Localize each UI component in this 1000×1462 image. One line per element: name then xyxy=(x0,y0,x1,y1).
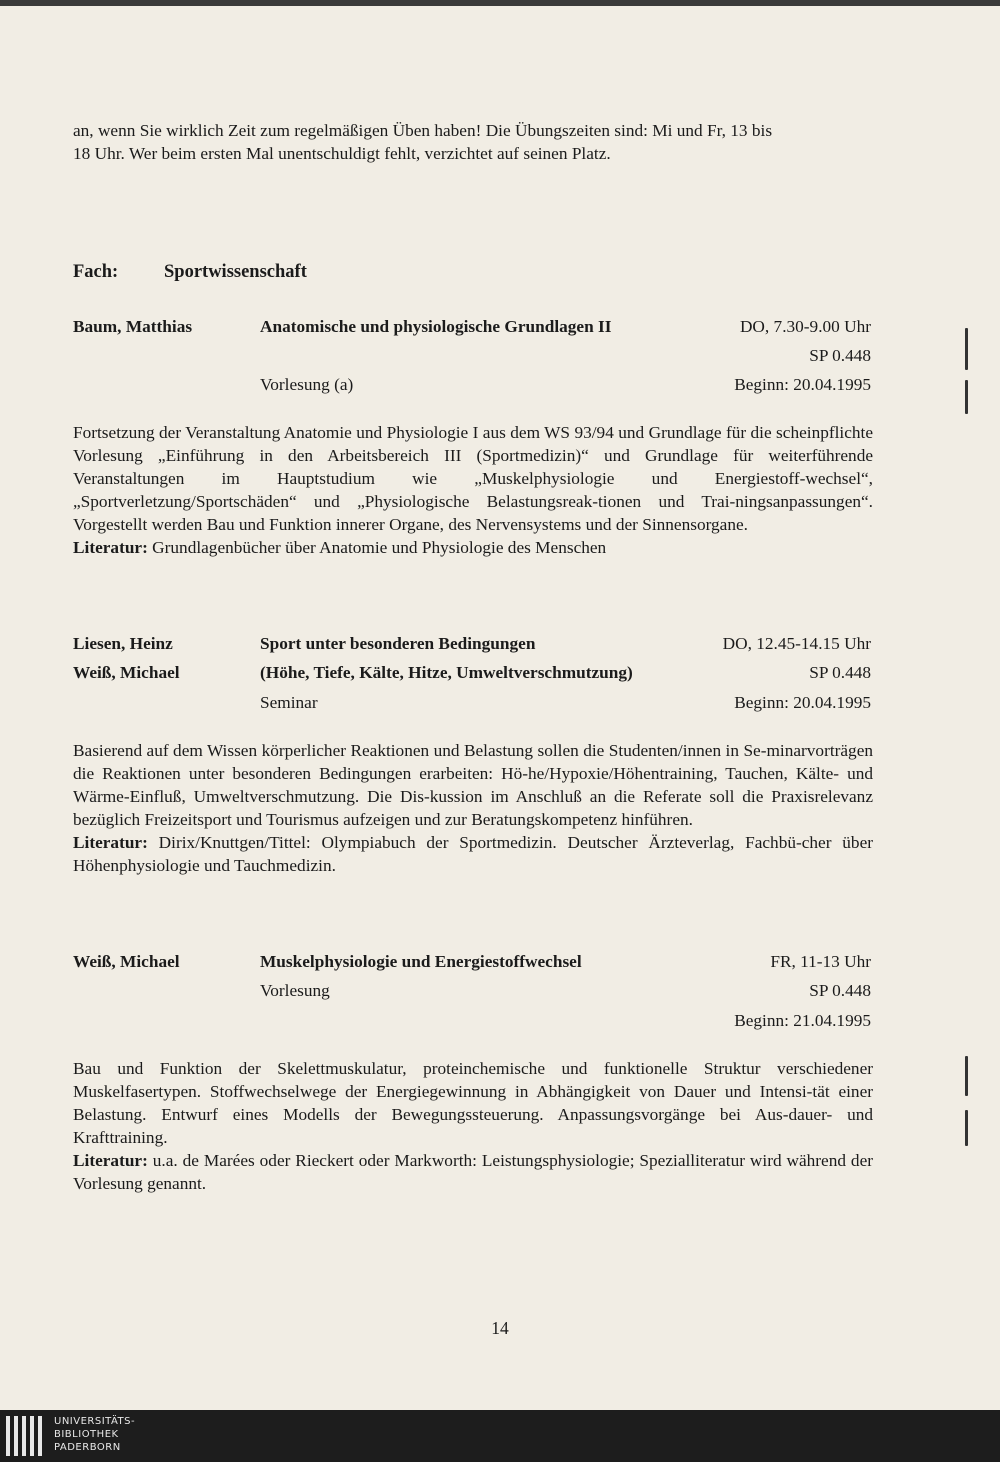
course-2-second-row xyxy=(73,663,871,687)
course-1-title: Anatomische und physiologische Grundlagen II xyxy=(260,317,612,336)
course-2-room: SP 0.448 xyxy=(809,663,871,682)
course-2-description: Basierend auf dem Wissen körperlicher Reaktionen und Belastung sollen die Studenten/innen in Se-minarvorträgen die Reaktionen unter besonderen Bedingungen erarbeiten: Hö-he/Hypoxie/Höhentraining, Tauchen, Kälte- und Wärme-Einfluß, Umweltverschmutzung. Die Dis-kussion im Anschluß an die Referate soll die Praxisrelevanz bezüglich Freizeitsport und Tourismus aufzeigen und zur Beratungskompetenz hinführen. xyxy=(73,741,873,829)
course-3-time: FR, 11-13 Uhr xyxy=(770,952,871,971)
library-logo-icon xyxy=(6,1416,48,1456)
course-2-title: Sport unter besonderen Bedingungen xyxy=(260,634,536,653)
course-3-header xyxy=(73,952,871,976)
course-1-lit-label: Literatur: xyxy=(73,538,148,557)
course-2-lit-text: Dirix/Knuttgen/Tittel: Olympiabuch der Sportmedizin. Deutscher Ärzteverlag, Fachbü-cher über Höhenphysiologie und Tauchmedizin. xyxy=(73,833,873,875)
course-2-type-row xyxy=(73,693,871,717)
course-2-lecturer-2: Weiß, Michael xyxy=(73,663,180,682)
course-2-time: DO, 12.45-14.15 Uhr xyxy=(722,634,871,653)
page-number: 14 xyxy=(491,1318,509,1338)
course-3-lecturer: Weiß, Michael xyxy=(73,952,180,971)
course-1-time: DO, 7.30-9.00 Uhr xyxy=(739,317,871,336)
course-3-lit-label: Literatur: xyxy=(73,1151,148,1170)
subject-label: Fach: xyxy=(73,262,119,282)
scan-top-edge xyxy=(0,0,1000,6)
course-3-title: Muskelphysiologie und Energiestoffwechsel xyxy=(260,952,582,971)
course-1-literature xyxy=(73,536,873,559)
course-3-start-row xyxy=(73,1011,871,1035)
course-3-body xyxy=(73,1057,873,1195)
course-1-body xyxy=(73,421,873,559)
library-footer xyxy=(0,1410,1000,1462)
library-logo-line-1: UNIVERSITÄTS- xyxy=(54,1416,136,1427)
course-2-lit-label: Literatur: xyxy=(73,833,148,852)
course-1-description: Fortsetzung der Veranstaltung Anatomie und Physiologie I aus dem WS 93/94 und Grundlage für die scheinpflichte Vorlesung „Einführung in den Arbeitsbereich III (Sportmedizin)“ und Grundlage für weiterführende Veranstaltungen im Hauptstudium wie „Muskelphysiologie und Energiestoff-wechsel“, „Sportverletzung/Sportschäden“ und „Physiologische Belastungsreak-tionen und Trai-ningsanpassungen“. Vorgestellt werden Bau und Funktion innerer Organe, des Nervensystems und der Sinnensorgane. xyxy=(73,423,873,534)
course-2-body xyxy=(73,739,873,877)
library-logo-line-3: PADERBORN xyxy=(54,1442,121,1453)
intro-line-2: 18 Uhr. Wer beim ersten Mal unentschuldigt fehlt, verzichtet auf seinen Platz. xyxy=(73,144,611,163)
course-3-start: Beginn: 21.04.1995 xyxy=(734,1011,871,1030)
course-2-header xyxy=(73,634,871,658)
course-2-start: Beginn: 20.04.1995 xyxy=(734,693,871,712)
course-1-lit-text: Grundlagenbücher über Anatomie und Physiologie des Menschen xyxy=(147,538,607,557)
course-3-lit-text: u.a. de Marées oder Rieckert oder Markworth: Leistungsphysiologie; Spezialliteratur wird während der Vorlesung genannt. xyxy=(73,1151,873,1193)
course-3-type: Vorlesung xyxy=(260,981,330,1000)
course-3-type-row xyxy=(73,981,871,1005)
bleed-through xyxy=(260,180,264,200)
binding-mark xyxy=(965,1110,968,1146)
binding-mark xyxy=(965,1056,968,1096)
binding-mark xyxy=(965,328,968,370)
course-3-room: SP 0.448 xyxy=(809,981,871,1000)
course-1-type: Vorlesung (a) xyxy=(260,375,354,394)
course-1-header xyxy=(73,317,871,341)
course-3-literature xyxy=(73,1149,873,1195)
course-1-type-row xyxy=(73,375,871,399)
intro-line-1: an, wenn Sie wirklich Zeit zum regelmäßigen Üben haben! Die Übungszeiten sind: Mi und Fr, 13 bis xyxy=(73,121,773,140)
subject-value: Sportwissenschaft xyxy=(164,262,307,282)
course-1-start: Beginn: 20.04.1995 xyxy=(734,375,871,394)
course-2-lecturer: Liesen, Heinz xyxy=(73,634,173,653)
library-logo-text xyxy=(54,1415,135,1454)
course-2-title-2: (Höhe, Tiefe, Kälte, Hitze, Umweltverschmutzung) xyxy=(260,663,633,682)
course-2-type: Seminar xyxy=(260,693,318,712)
intro-paragraph xyxy=(73,119,873,165)
binding-mark xyxy=(965,380,968,414)
library-logo-line-2: BIBLIOTHEK xyxy=(54,1429,119,1440)
course-3-description: Bau und Funktion der Skelettmuskulatur, proteinchemische und funktionelle Struktur verschiedener Muskelfasertypen. Stoffwechselwege der Energiegewinnung in Abhängigkeit von Dauer und Intensi-tät einer Belastung. Entwurf eines Modells der Bewegungssteuerung. Anpassungsvorgänge bei Aus-dauer- und Krafttraining. xyxy=(73,1059,873,1147)
course-1-lecturer: Baum, Matthias xyxy=(73,317,193,336)
course-1-room-row xyxy=(73,346,871,370)
course-1-room: SP 0.448 xyxy=(809,346,871,365)
course-2-literature xyxy=(73,831,873,877)
